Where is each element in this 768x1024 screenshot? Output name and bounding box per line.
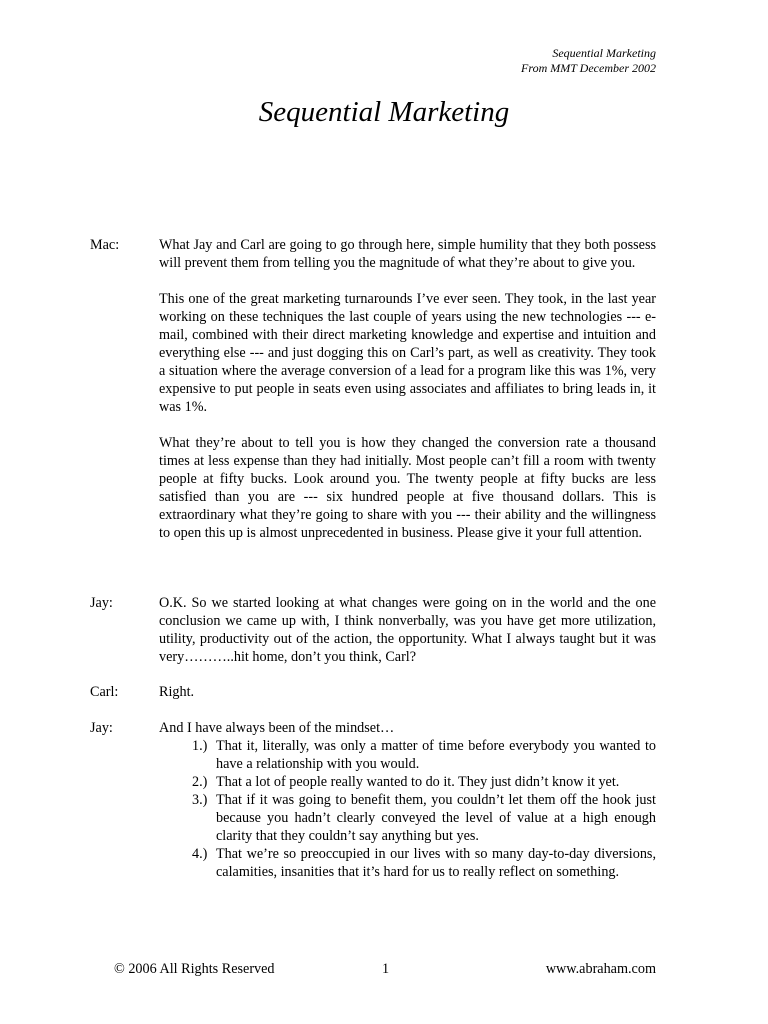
speaker-label: Mac:	[90, 237, 120, 253]
list-text: That a lot of people really wanted to do it. They just didn’t know it yet.	[216, 774, 620, 790]
paragraph: And I have always been of the mindset…	[159, 720, 395, 736]
list-text: That we’re so preoccupied in our lives with so many day-to-day diversions, calamities, insanities that it’s hard for us to really reflect on something.	[216, 846, 656, 880]
list-number: 4.)	[192, 846, 208, 862]
page-number: 1	[382, 961, 390, 977]
list-item	[159, 845, 656, 881]
document-title: Sequential Marketing	[258, 96, 510, 128]
speaker-text	[159, 236, 656, 542]
speaker-label: Jay:	[90, 720, 113, 736]
list-number: 1.)	[192, 738, 208, 754]
header-source: From MMT December 2002	[521, 61, 656, 75]
paragraph: Right.	[159, 684, 195, 700]
paragraph: What Jay and Carl are going to go through here, simple humility that they both possess will prevent them from telling you the magnitude of what they’re about to give you.	[159, 237, 656, 271]
list-text: That it, literally, was only a matter of time before everybody you wanted to have a relationship with you would.	[216, 738, 656, 772]
paragraph: O.K. So we started looking at what changes were going on in the world and the one conclusion we came up with, I think nonverbally, was you have get more utilization, utility, productivity out of the action, the opportunity. What I always taught but it was very………..hit home, don’t you think, Carl?	[159, 595, 656, 665]
header-title: Sequential Marketing	[552, 46, 656, 60]
speaker-text	[159, 683, 656, 701]
speaker-label: Carl:	[90, 684, 119, 700]
running-header	[521, 46, 656, 76]
list-item	[159, 773, 656, 791]
list-item	[159, 737, 656, 773]
list-item	[159, 791, 656, 845]
speaker-label: Jay:	[90, 595, 113, 611]
paragraph: This one of the great marketing turnarounds I’ve ever seen. They took, in the last year working on these techniques the last couple of years using the new technologies --- e-mail, combined with their direct marketing knowledge and expertise and intuition and everything else --- and just dogging this on Carl’s part, as well as creativity. They took a situation where the average conversion of a lead for a program like this was 1%, very expensive to put people in seats even using associates and affiliates to bring leads in, it was 1%.	[159, 291, 656, 415]
paragraph: What they’re about to tell you is how they changed the conversion rate a thousand times at less expense than they had initially. Most people can’t fill a room with twenty people at fifty bucks. Look around you. The twenty people at fifty bucks are less satisfied than you are --- six hundred people at five thousand dollars. This is extraordinary what they’re going to share with you --- their ability and the willingness to open this up is almost unprecedented in business. Please give it your full attention.	[159, 435, 656, 541]
list-text: That if it was going to benefit them, you couldn’t let them off the hook just because you hadn’t clearly conveyed the level of value at a high enough clarity that they couldn’t say anything but yes.	[216, 792, 656, 844]
speaker-text	[159, 719, 656, 881]
numbered-list	[159, 737, 656, 881]
list-number: 2.)	[192, 774, 208, 790]
copyright-notice: © 2006 All Rights Reserved	[114, 961, 275, 977]
speaker-text	[159, 594, 656, 666]
list-number: 3.)	[192, 792, 208, 808]
website-url: www.abraham.com	[545, 961, 656, 977]
